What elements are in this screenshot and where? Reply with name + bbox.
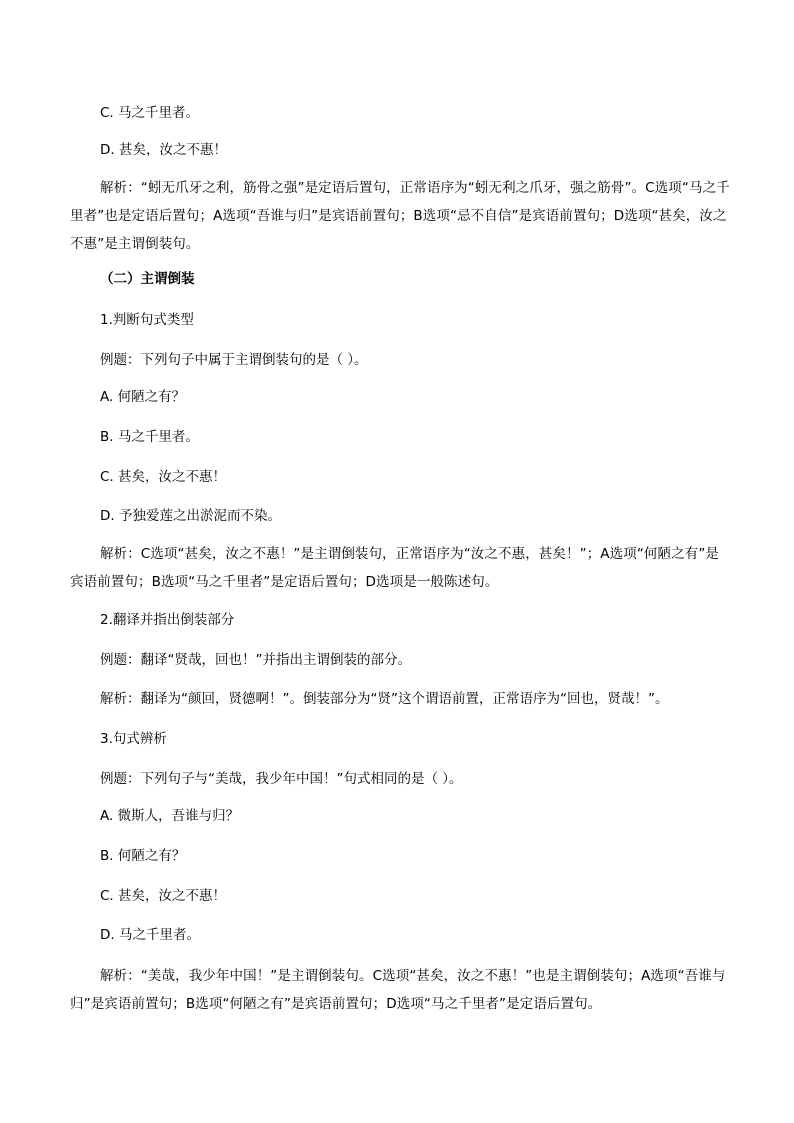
analysis-paragraph: 解析：“蚓无爪牙之利，筋骨之强”是定语后置句，正常语序为“蚓无利之爪牙，强之筋骨”。C选项“马之千里者”也是定语后置句；A选项“吾谁与归”是宾语前置句；B选项“忌不自信”是宾语前置句；D选项“甚矣，汝之不惠”是主谓倒装句。 — [70, 180, 730, 252]
analysis-paragraph: 解析：C选项“甚矣，汝之不惠！”是主谓倒装句，正常语序为“汝之不惠，甚矣！”；A选项“何陋之有”是宾语前置句；B选项“马之千里者”是定语后置句；D选项是一般陈述句。 — [70, 546, 720, 590]
question-title: 2.翻译并指出倒装部分 — [100, 612, 235, 628]
option-c: C. 马之千里者。 — [100, 105, 200, 121]
option-d: D. 甚矣，汝之不惠！ — [100, 142, 227, 158]
section-heading: （二）主谓倒装 — [100, 271, 195, 287]
analysis-paragraph: 解析：“美哉，我少年中国！”是主谓倒装句。C选项“甚矣，汝之不惠！”也是主谓倒装句；A选项“吾谁与归”是宾语前置句；B选项“何陋之有”是宾语前置句；D选项“马之千里者”是定语后置句。 — [70, 968, 726, 1012]
option-d: D. 予独爱莲之出淤泥而不染。 — [100, 508, 281, 524]
option-b: B. 何陋之有？ — [100, 848, 186, 864]
question-prompt: 例题：下列句子中属于主谓倒装句的是（ ）。 — [100, 352, 368, 368]
option-b: B. 马之千里者。 — [100, 429, 199, 445]
question-prompt: 例题：翻译“贤哉，回也！”并指出主谓倒装的部分。 — [100, 652, 411, 668]
question-title: 1.判断句式类型 — [100, 312, 194, 328]
question-title: 3.句式辨析 — [100, 731, 167, 747]
option-d: D. 马之千里者。 — [100, 927, 200, 943]
analysis-line: 解析：翻译为“颜回，贤德啊！”。倒装部分为“贤”这个谓语前置，正常语序为“回也，贤哉！”。 — [100, 691, 669, 707]
question-prompt: 例题：下列句子与“美哉，我少年中国！”句式相同的是（ ）。 — [100, 771, 463, 787]
option-c: C. 甚矣，汝之不惠！ — [100, 469, 227, 485]
option-c: C. 甚矣，汝之不惠！ — [100, 888, 227, 904]
option-a: A. 何陋之有？ — [100, 389, 186, 405]
option-a: A. 微斯人，吾谁与归？ — [100, 808, 240, 824]
